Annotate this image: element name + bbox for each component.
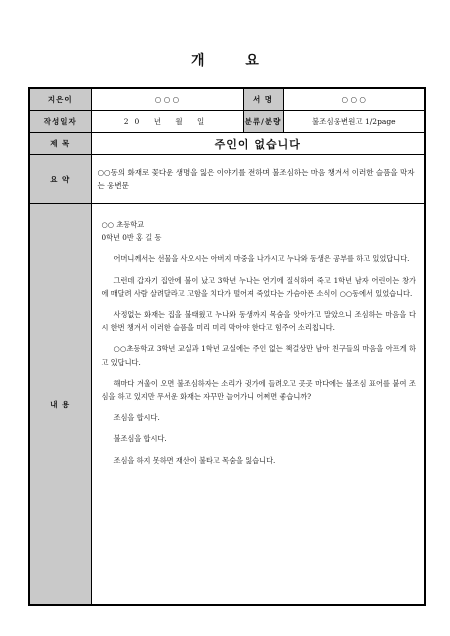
date-value: 20 년 월 일 (91, 111, 243, 133)
narrator-value: ○ ○ ○ (283, 88, 425, 111)
summary-text: ○○동의 화재로 꽃다운 생명을 잃은 이야기를 전하며 불조심하는 마음 챙겨서 이러한 슬픔을 막자는 웅변문 (91, 155, 425, 204)
content-paragraph: 해마다 겨울이 오면 불조심하자는 소리가 귓가에 들려오고 곳곳 마다에는 불조심 표어를 붙여 조심을 하고 있지만 무서운 화재는 자꾸만 늘어가니 어쩌면 좋습니까? (101, 378, 416, 402)
outline-form-table (28, 87, 426, 606)
narrator-label: 서 명 (243, 88, 283, 111)
school-name: ○○ 초등학교 (101, 220, 145, 229)
content-label: 내 용 (29, 204, 91, 606)
content-paragraph: 조심을 하지 못하면 재산이 불타고 목숨을 잃습니다. (113, 455, 276, 465)
subject-value: 주인이 없습니다 (91, 133, 425, 155)
table-row (29, 88, 425, 111)
table-row (29, 155, 425, 204)
author-value: ○ ○ ○ (91, 88, 243, 111)
content-paragraph: ○○초등학교 3학년 교실과 1학년 교실에는 주인 없는 책걸상만 남아 친구들의 마음을 아프게 하고 있답니다. (101, 344, 416, 367)
table-row (29, 111, 425, 133)
content-paragraph: 불조심을 합시다. (113, 434, 167, 444)
subject-label: 제 목 (29, 133, 91, 155)
category-value: 불조심웅변원고 1/2page (283, 111, 425, 133)
date-label: 작성일자 (29, 111, 91, 133)
table-row (29, 133, 425, 155)
summary-label: 요 약 (29, 155, 91, 204)
content-paragraph: 그런데 갑자기 집안에 불이 났고 3학년 누나는 연기에 질식하여 죽고 1학년 남자 어린이는 창가에 매달려 사람 살려달라고 고함을 치다가 떨어져 죽었다는 가슴아픈 소식이 ○○동에서 있었습니다. (101, 275, 416, 298)
content-paragraph: 조심을 합시다. (113, 413, 160, 423)
table-row (29, 204, 425, 606)
category-label: 분류/분량 (243, 111, 283, 133)
content-paragraph: 사정없는 화재는 집을 불태웠고 누나와 동생까지 목숨을 앗아가고 말았으니 조심하는 마음을 다시 한번 챙겨서 이러한 슬픔을 미리 미리 막아야 한다고 힘주어 소리칩니다. (101, 310, 416, 333)
student-name: 0학년 0반 홍 길 동 (101, 233, 162, 243)
content-paragraph: 어머니께서는 선물을 사오시는 아버지 마중을 나가시고 누나와 동생은 공부를 하고 있었답니다. (113, 254, 410, 264)
author-label: 지은이 (29, 88, 91, 111)
content-body (91, 204, 425, 606)
page-title: 개 요 (191, 53, 277, 69)
